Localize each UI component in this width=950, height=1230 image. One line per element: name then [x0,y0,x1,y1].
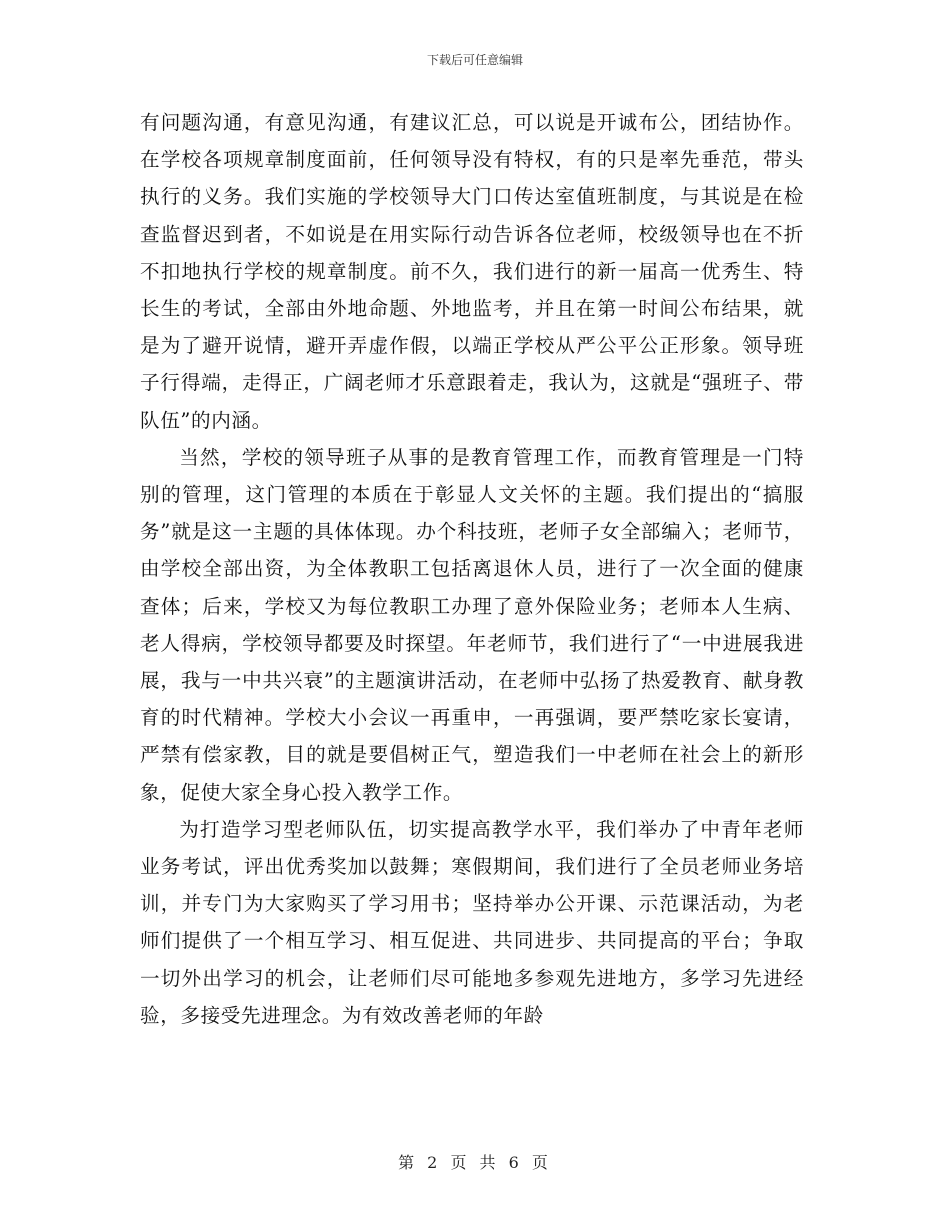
page-header: 下载后可任意编辑 [426,53,523,67]
document-body [140,104,804,1034]
paragraph-2: 当然，学校的领导班子从事的是教育管理工作，而教育管理是一门特别的管理，这门管理的本质在于彰显人文关怀的主题。我们提出的“搞服务”就是这一主题的具体体现。办个科技班，老师子女全部编入；老师节，由学校全部出资，为全体教职工包括离退休人员，进行了一次全面的健康查体；后来，学校又为每位教职工办理了意外保险业务；老师本人生病、老人得病，学校领导都要及时探望。年老师节，我们进行了“一中进展我进展，我与一中共兴衰”的主题演讲活动，在老师中弘扬了热爱教育、献身教育的时代精神。学校大小会议一再重申，一再强调，要严禁吃家长宴请，严禁有偿家教，目的就是要倡树正气，塑造我们一中老师在社会上的新形象，促使大家全身心投入教学工作。 [140,445,804,804]
paragraph-3: 为打造学习型老师队伍，切实提高教学水平，我们举办了中青年老师业务考试，评出优秀奖加以鼓舞；寒假期间，我们进行了全员老师业务培训，并专门为大家购买了学习用书；坚持举办公开课、示范课活动，为老师们提供了一个相互学习、相互促进、共同进步、共同提高的平台；争取一切外出学习的机会，让老师们尽可能地多参观先进地方，多学习先进经验，多接受先进理念。为有效改善老师的年龄 [140,817,804,1027]
page-footer: 第 2 页 共 6 页 [398,1153,552,1172]
paragraph-1: 有问题沟通，有意见沟通，有建议汇总，可以说是开诚布公，团结协作。在学校各项规章制度面前，任何领导没有特权，有的只是率先垂范，带头执行的义务。我们实施的学校领导大门口传达室值班制度，与其说是在检查监督迟到者，不如说是在用实际行动告诉各位老师，校级领导也在不折不扣地执行学校的规章制度。前不久，我们进行的新一届高一优秀生、特长生的考试，全部由外地命题、外地监考，并且在第一时间公布结果，就是为了避开说情，避开弄虚作假，以端正学校从严公平公正形象。领导班子行得端，走得正，广阔老师才乐意跟着走，我认为，这就是“强班子、带队伍”的内涵。 [140,111,804,432]
